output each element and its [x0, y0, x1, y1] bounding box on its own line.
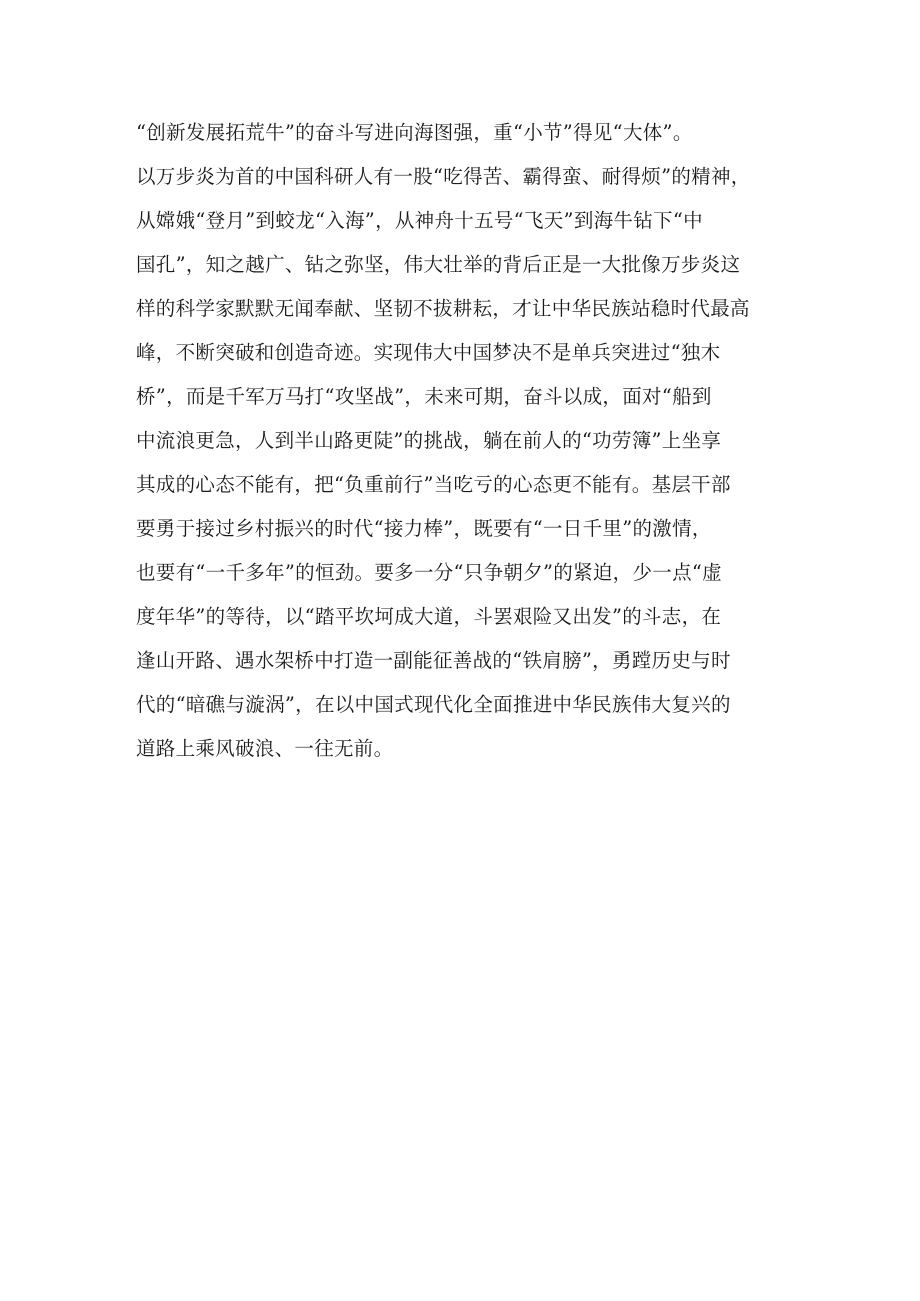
paragraph-line: 道路上乘风破浪、一往无前。 [136, 737, 394, 760]
paragraph-line: 桥”，而是千军万马打“攻坚战”，未来可期，奋斗以成，面对“船到 [136, 385, 712, 408]
paragraph-line: 代的“暗礁与漩涡”，在以中国式现代化全面推进中华民族伟大复兴的 [136, 693, 731, 716]
body-paragraph [136, 111, 836, 771]
paragraph-line: 样的科学家默默无闻奉献、坚韧不拔耕耘，才让中华民族站稳时代最高 [136, 297, 750, 320]
paragraph-line: 也要有“一千多年”的恒劲。要多一分“只争朝夕”的紧迫，少一点“虚 [136, 561, 722, 584]
paragraph-line: 从嫦娥“登月”到蛟龙“入海”，从神舟十五号“飞天”到海牛钻下“中 [136, 209, 703, 232]
paragraph-line: 国孔”，知之越广、钻之弥坚，伟大壮举的背后正是一大批像万步炎这 [136, 253, 741, 276]
paragraph-line: 要勇于接过乡村振兴的时代“接力棒”，既要有“一日千里”的激情， [136, 517, 712, 540]
paragraph-line: 峰，不断突破和创造奇迹。实现伟大中国梦决不是单兵突进过“独木 [136, 341, 721, 364]
paragraph-line: 度年华”的等待，以“踏平坎坷成大道，斗罢艰险又出发”的斗志，在 [136, 605, 722, 628]
paragraph-line: 其成的心态不能有，把“负重前行”当吃亏的心态更不能有。基层干部 [136, 473, 731, 496]
paragraph-line: “创新发展拓荒牛”的奋斗写进向海图强，重“小节”得见“大体”。 [136, 121, 693, 144]
paragraph-line: 逢山开路、遇水架桥中打造一副能征善战的“铁肩膀”，勇蹚历史与时 [136, 649, 731, 672]
paragraph-line: 以万步炎为首的中国科研人有一股“吃得苦、霸得蛮、耐得烦”的精神， [136, 165, 751, 188]
paragraph-line: 中流浪更急，人到半山路更陡”的挑战，躺在前人的“功劳簿”上坐享 [136, 429, 722, 452]
